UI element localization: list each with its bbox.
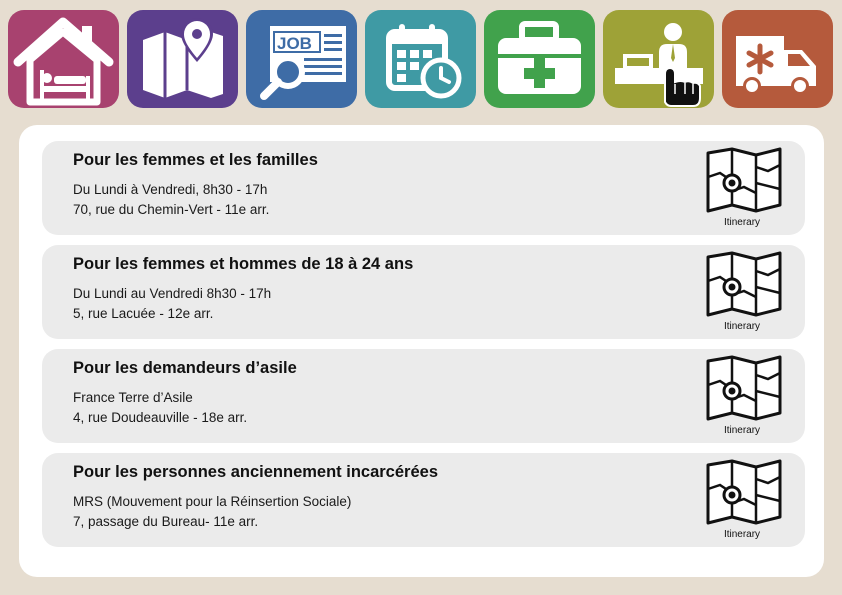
- service-title: Pour les femmes et les familles: [73, 151, 318, 169]
- nav-tile-jobs[interactable]: [246, 10, 357, 108]
- folded-map-icon: [706, 355, 782, 421]
- itinerary-button[interactable]: [704, 355, 780, 441]
- service-organization: France Terre d’Asile: [73, 390, 193, 405]
- folded-map-icon: [706, 251, 782, 317]
- nav-tile-schedule[interactable]: [365, 10, 476, 108]
- itinerary-button[interactable]: [704, 251, 780, 337]
- itinerary-label: Itinerary: [723, 425, 761, 436]
- nav-tile-housing[interactable]: [8, 10, 119, 108]
- service-card: [42, 349, 805, 443]
- nav-tile-map[interactable]: [127, 10, 238, 108]
- calendar-clock-icon: [365, 10, 476, 108]
- service-address: 5, rue Lacuée - 12e arr.: [73, 306, 214, 321]
- reception-desk-icon: [603, 10, 714, 108]
- nav-tile-health[interactable]: [484, 10, 595, 108]
- nav-tile-reception[interactable]: [603, 10, 714, 108]
- itinerary-label: Itinerary: [723, 321, 761, 332]
- service-organization: MRS (Mouvement pour la Réinsertion Sociale): [73, 494, 352, 509]
- first-aid-kit-icon: [484, 10, 595, 108]
- folded-map-icon: [706, 147, 782, 213]
- ambulance-icon: [722, 10, 833, 108]
- itinerary-button[interactable]: [704, 147, 780, 233]
- job-label: JOB: [277, 34, 312, 53]
- house-bed-icon: [8, 10, 119, 108]
- map-pin-icon: [127, 10, 238, 108]
- itinerary-label: Itinerary: [723, 217, 761, 228]
- service-card: [42, 141, 805, 235]
- category-nav: [8, 10, 834, 108]
- service-panel: [19, 125, 824, 577]
- service-title: Pour les femmes et hommes de 18 à 24 ans: [73, 255, 414, 273]
- service-address: 4, rue Doudeauville - 18e arr.: [73, 410, 248, 425]
- service-card: [42, 245, 805, 339]
- service-hours: Du Lundi au Vendredi 8h30 - 17h: [73, 286, 272, 301]
- itinerary-label: Itinerary: [723, 529, 761, 540]
- service-address: 70, rue du Chemin-Vert - 11e arr.: [73, 202, 270, 217]
- service-hours: Du Lundi à Vendredi, 8h30 - 17h: [73, 182, 268, 197]
- job-search-icon: [246, 10, 357, 108]
- nav-tile-emergency[interactable]: [722, 10, 833, 108]
- folded-map-icon: [706, 459, 782, 525]
- service-title: Pour les demandeurs d’asile: [73, 359, 297, 377]
- itinerary-button[interactable]: [704, 459, 780, 545]
- service-title: Pour les personnes anciennement incarcérées: [73, 463, 438, 481]
- service-card: [42, 453, 805, 547]
- service-address: 7, passage du Bureau- 11e arr.: [73, 514, 259, 529]
